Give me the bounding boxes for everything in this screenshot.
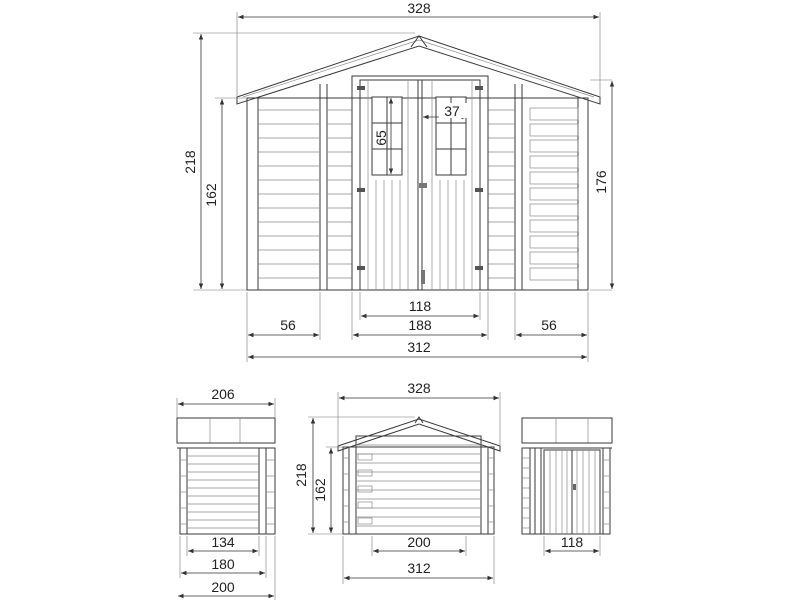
dim-label-328-back: 328 xyxy=(407,380,431,396)
dim-front-right-height xyxy=(590,80,612,290)
dim-label-118-side: 118 xyxy=(560,534,584,550)
dim-label-218: 218 xyxy=(182,150,198,174)
dim-label-312: 312 xyxy=(407,339,431,355)
front-double-door xyxy=(352,76,488,290)
dim-front-wall-height xyxy=(203,98,247,289)
side-view-left xyxy=(177,386,275,600)
dim-label-118: 118 xyxy=(408,298,432,314)
back-view xyxy=(293,380,500,584)
dim-label-200-side: 200 xyxy=(211,579,235,595)
side-door xyxy=(544,450,600,534)
front-view xyxy=(182,0,612,362)
dim-label-328: 328 xyxy=(407,0,431,16)
dim-label-65: 65 xyxy=(373,130,389,146)
dim-label-56-left: 56 xyxy=(280,317,296,333)
dim-label-162-back: 162 xyxy=(312,478,328,502)
dim-label-56-right: 56 xyxy=(541,317,557,333)
dim-front-bottom xyxy=(247,292,588,362)
dim-label-180: 180 xyxy=(211,556,235,572)
dim-label-312-back: 312 xyxy=(407,560,431,576)
dim-label-37: 37 xyxy=(444,103,460,119)
dim-label-218-back: 218 xyxy=(293,463,309,487)
side-view-right xyxy=(522,418,612,556)
dim-window-width xyxy=(423,103,467,119)
dim-label-176: 176 xyxy=(593,170,609,194)
dim-label-188: 188 xyxy=(408,317,432,333)
dim-label-200-back: 200 xyxy=(407,534,431,550)
dim-label-134: 134 xyxy=(211,534,235,550)
dim-label-206: 206 xyxy=(211,386,235,402)
dim-label-162: 162 xyxy=(203,183,219,207)
